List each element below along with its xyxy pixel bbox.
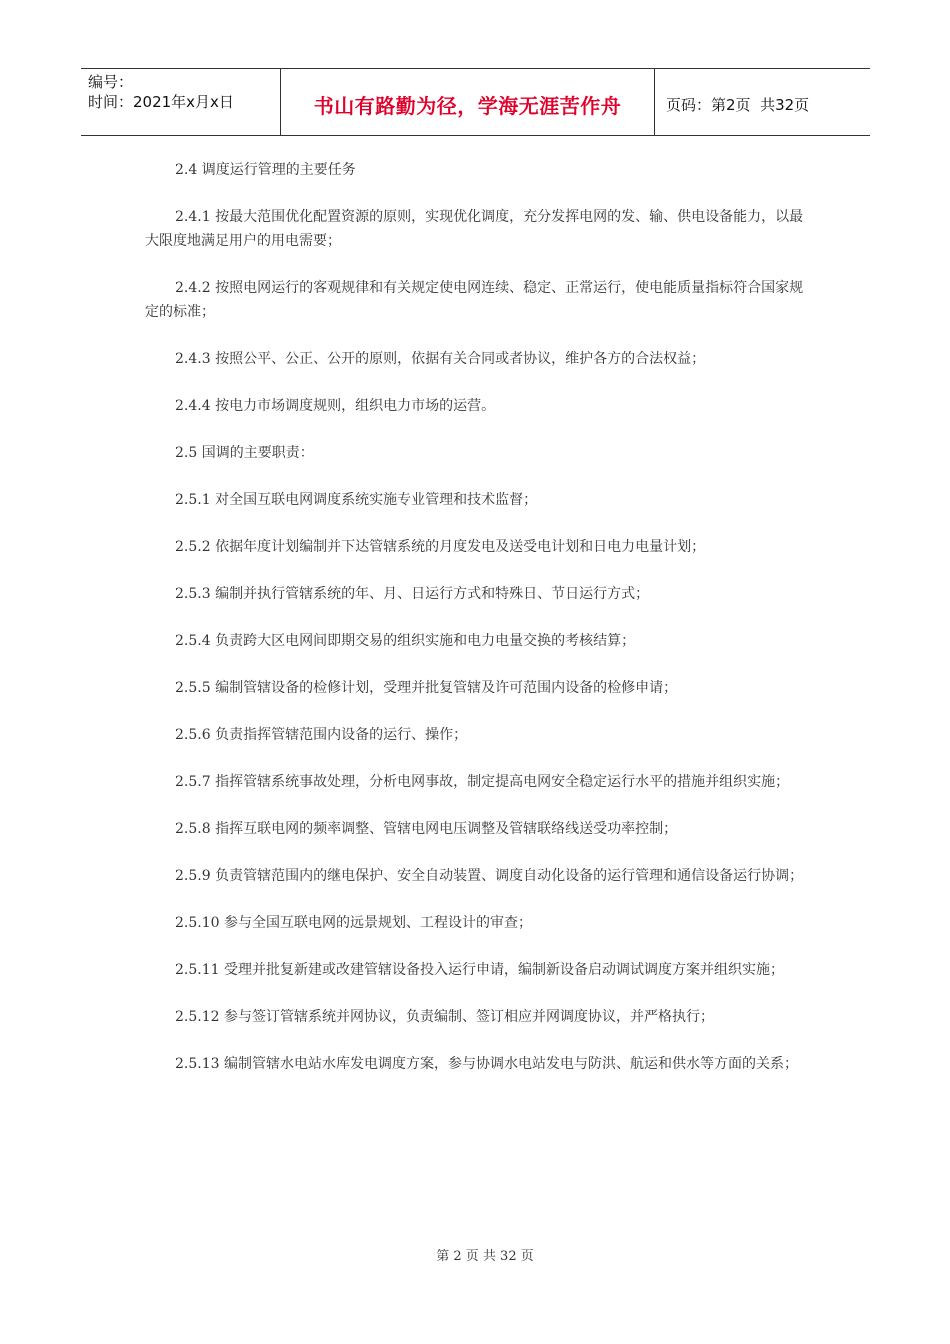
paragraph: 2.5.11 受理并批复新建或改建管辖设备投入运行申请，编制新设备启动调试调度方案并组织实施； [175,962,784,978]
header-motto: 书山有路勤为径，学海无涯苦作舟 [281,69,655,135]
paragraph: 2.5.5 编制管辖设备的检修计划，受理并批复管辖及许可范围内设备的检修申请； [175,680,678,696]
page-footer: 第 2 页 共 32 页 [436,1249,534,1264]
paragraph: 2.5.7 指挥管辖系统事故处理，分析电网事故，制定提高电网安全稳定运行水平的措施并组织实施； [175,774,790,790]
document-date-label: 时间：2021年x月x日 [88,93,234,111]
page-header [81,68,870,136]
header-page-code: 页码：第2页 共32页 [666,95,810,114]
paragraph: 2.5.10 参与全国互联电网的远景规划、工程设计的审查； [175,915,532,931]
paragraph: 2.5 国调的主要职责： [175,445,314,461]
header-page-code-cell [655,69,870,135]
paragraph: 2.5.8 指挥互联电网的频率调整、管辖电网电压调整及管辖联络线送受功率控制； [175,821,678,837]
header-meta-cell [81,69,281,135]
paragraph: 2.5.4 负责跨大区电网间即期交易的组织实施和电力电量交换的考核结算； [175,633,636,649]
paragraph: 2.5.13 编制管辖水电站水库发电调度方案，参与协调水电站发电与防洪、航运和供水等方面的关系； [175,1056,798,1072]
paragraph: 2.4.2 按照电网运行的客观规律和有关规定使电网连续、稳定、正常运行，使电能质量指标符合国家规定的标准； [145,280,804,320]
paragraph: 2.5.6 负责指挥管辖范围内设备的运行、操作； [175,727,468,743]
paragraph: 2.5.12 参与签订管辖系统并网协议，负责编制、签订相应并网调度协议，并严格执行； [175,1009,714,1025]
paragraph: 2.5.1 对全国互联电网调度系统实施专业管理和技术监督； [175,492,538,508]
paragraph: 2.4.1 按最大范围优化配置资源的原则，实现优化调度，充分发挥电网的发、输、供电设备能力，以最大限度地满足用户的用电需要； [145,209,804,249]
paragraph: 2.4.3 按照公平、公正、公开的原则，依据有关合同或者协议，维护各方的合法权益； [175,351,706,367]
document-body [145,158,810,1099]
paragraph: 2.4.4 按电力市场调度规则，组织电力市场的运营。 [175,398,496,414]
paragraph: 2.5.3 编制并执行管辖系统的年、月、日运行方式和特殊日、节日运行方式； [175,586,650,602]
paragraph: 2.4 调度运行管理的主要任务 [175,162,356,178]
paragraph: 2.5.2 依据年度计划编制并下达管辖系统的月度发电及送受电计划和日电力电量计划； [175,539,706,555]
document-number-label: 编号： [88,73,134,91]
paragraph: 2.5.9 负责管辖范围内的继电保护、安全自动装置、调度自动化设备的运行管理和通信设备运行协调； [175,868,804,884]
